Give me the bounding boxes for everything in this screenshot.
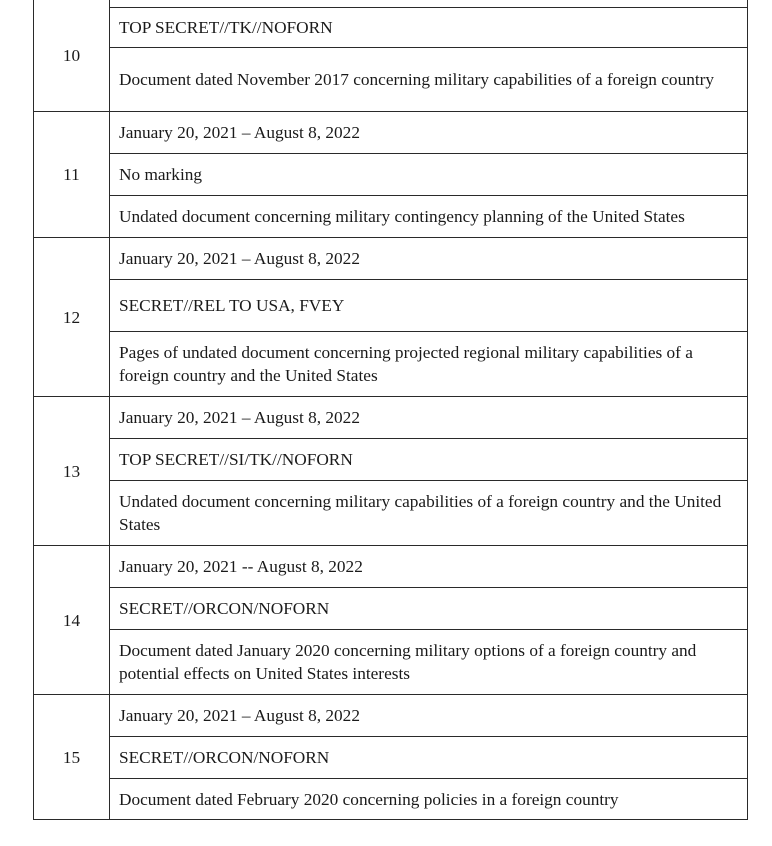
entry-description: Undated document concerning military capabilities of a foreign country and the United States	[110, 481, 748, 546]
table-row	[34, 154, 748, 196]
entry-date-range: January 20, 2021 – August 8, 2022	[110, 238, 748, 280]
table-row	[34, 332, 748, 397]
table-row	[34, 439, 748, 481]
entry-description: Document dated January 2020 concerning military options of a foreign country and potential effects on United States interests	[110, 630, 748, 695]
entry-date-range: January 20, 2021 -- August 8, 2022	[110, 546, 748, 588]
table-row	[34, 8, 748, 48]
entry-date-range	[110, 0, 748, 8]
entry-number: 10	[34, 0, 110, 112]
table-row	[34, 737, 748, 779]
entry-description: Undated document concerning military contingency planning of the United States	[110, 196, 748, 238]
entry-number: 13	[34, 397, 110, 546]
entry-classification: TOP SECRET//SI/TK//NOFORN	[110, 439, 748, 481]
entry-date-range: January 20, 2021 – August 8, 2022	[110, 695, 748, 737]
entry-date-range: January 20, 2021 – August 8, 2022	[110, 112, 748, 154]
document-table	[33, 0, 748, 820]
entry-description: Document dated November 2017 concerning military capabilities of a foreign country	[110, 48, 748, 112]
table-row	[34, 481, 748, 546]
entry-description: Pages of undated document concerning projected regional military capabilities of a foreign country and the United States	[110, 332, 748, 397]
entry-description: Document dated February 2020 concerning policies in a foreign country	[110, 779, 748, 820]
table-row	[34, 397, 748, 439]
entry-number: 14	[34, 546, 110, 695]
table-row	[34, 196, 748, 238]
table-row	[34, 630, 748, 695]
entry-classification: SECRET//ORCON/NOFORN	[110, 588, 748, 630]
table-row	[34, 779, 748, 820]
entry-classification: TOP SECRET//TK//NOFORN	[110, 8, 748, 48]
entry-number: 11	[34, 112, 110, 238]
table-row	[34, 695, 748, 737]
entry-number: 12	[34, 238, 110, 397]
entry-classification: SECRET//REL TO USA, FVEY	[110, 280, 748, 332]
entry-classification: No marking	[110, 154, 748, 196]
entry-date-range: January 20, 2021 – August 8, 2022	[110, 397, 748, 439]
table-row	[34, 238, 748, 280]
entry-number: 15	[34, 695, 110, 820]
table-row	[34, 112, 748, 154]
entry-classification: SECRET//ORCON/NOFORN	[110, 737, 748, 779]
table-row	[34, 546, 748, 588]
table-row	[34, 280, 748, 332]
table-row	[34, 48, 748, 112]
table-row	[34, 0, 748, 8]
table-row	[34, 588, 748, 630]
